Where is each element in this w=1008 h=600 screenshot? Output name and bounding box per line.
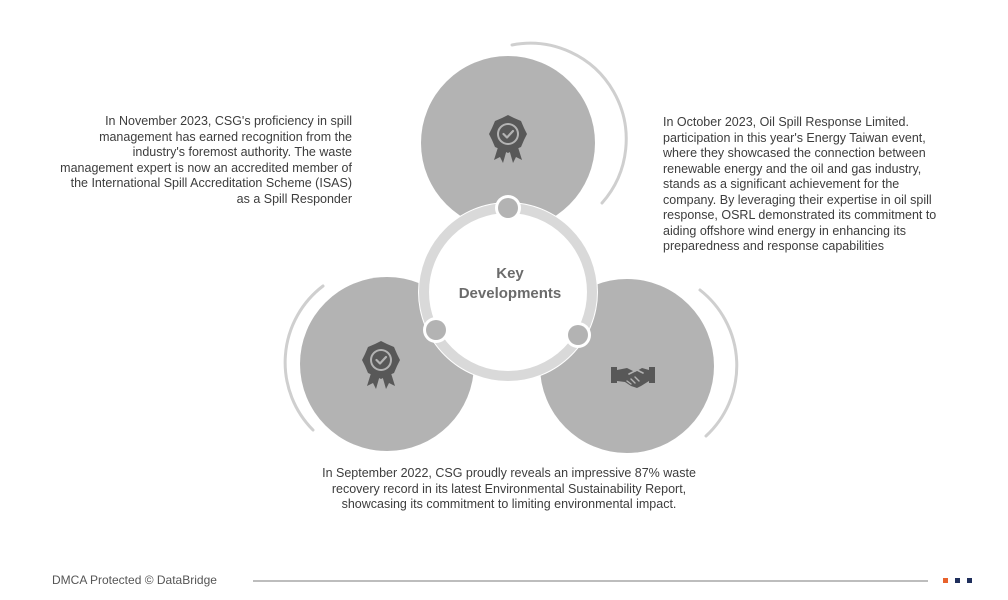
center-title (420, 264, 600, 304)
center-title-line2: Developments (458, 285, 562, 302)
footer-divider (253, 580, 928, 582)
ring-dot-left-inner (426, 320, 446, 340)
ring-dot-right-inner (568, 325, 588, 345)
footer-dot-navy-2 (967, 578, 972, 583)
development-text-november-2023: In November 2023, CSG's proficiency in spill management has earned recognition from the industry's foremost authority. The waste management expert is now an accredited member of the International Spill Accreditation Scheme (ISAS) as a Spill Responder (60, 114, 352, 206)
development-text-september-2022: In September 2022, CSG proudly reveals an impressive 87% waste recovery record in its latest Environmental Sustainability Report, showcasing its commitment to limiting environmental impact. (322, 466, 696, 511)
development-text-october-2023: In October 2023, Oil Spill Response Limited. participation in this year's Energy Taiwan event, where they showcased the connection between renewable energy and the oil and gas industry, stands as a significant achievement for the company. By leveraging their expertise in oil spill response, OSRL demonstrated its commitment to aiding offshore wind energy in enhancing its preparedness and response capabilities (663, 115, 937, 253)
footer-dot-navy-1 (955, 578, 960, 583)
center-title-line1: Key (496, 265, 524, 282)
footer-dot-orange (943, 578, 948, 583)
footer-copyright: DMCA Protected © DataBridge (52, 573, 217, 587)
ring-dot-top-inner (498, 198, 518, 218)
